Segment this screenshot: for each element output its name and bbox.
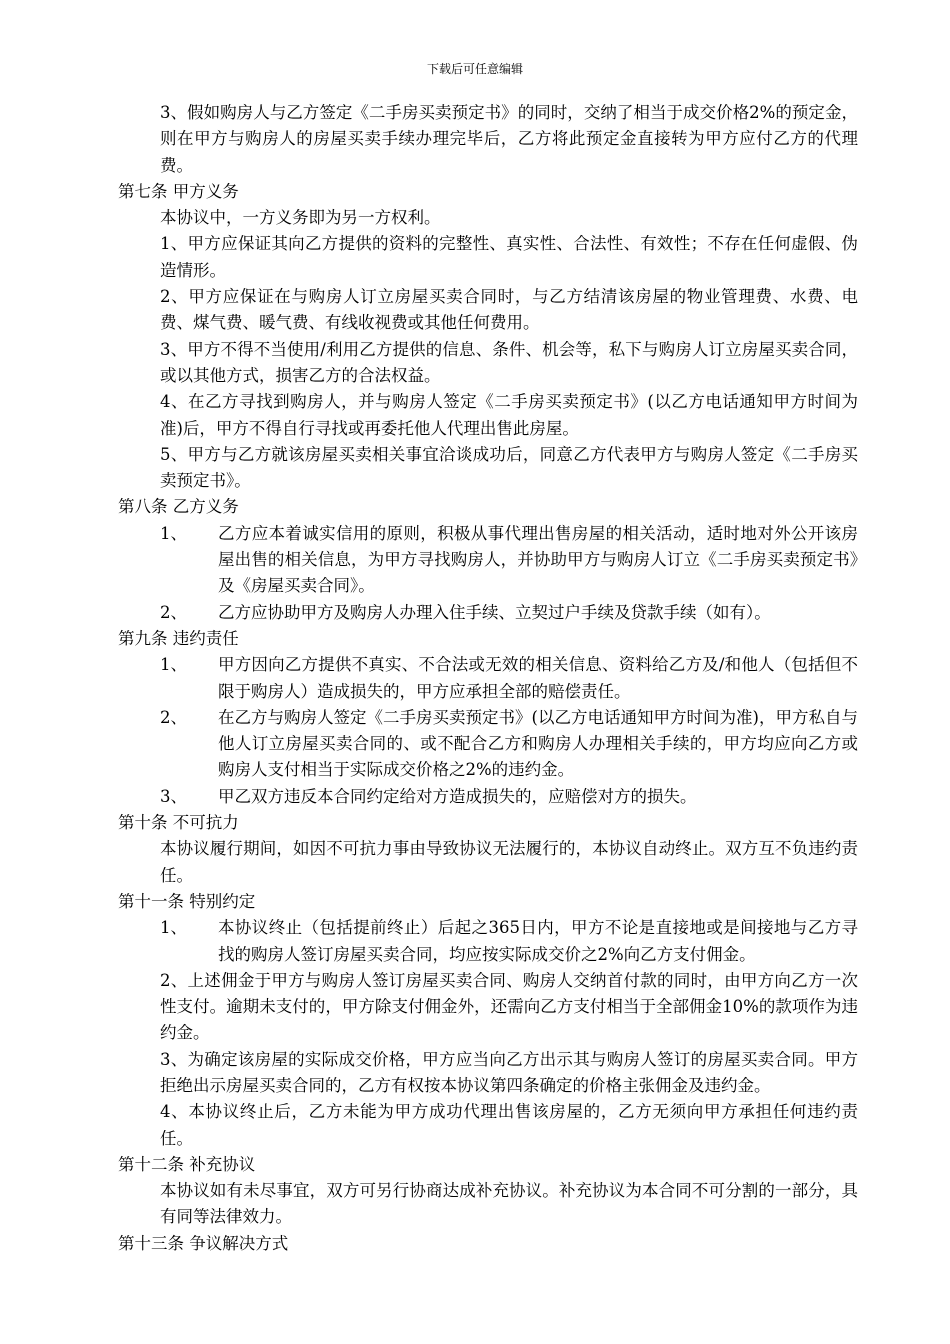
paragraph: 1、甲方应保证其向乙方提供的资料的完整性、真实性、合法性、有效性；不存在任何虚假、伪造情形。 xyxy=(160,234,858,280)
clause-text: 乙方应本着诚实信用的原则，积极从事代理出售房屋的相关活动，适时地对外公开该房屋出售的相关信息，为甲方寻找购房人，并协助甲方与购房人订立《二手房买卖预定书》及《房屋买卖合同》。 xyxy=(218,523,858,596)
paragraph: 2、甲方应保证在与购房人订立房屋买卖合同时，与乙方结清该房屋的物业管理费、水费、电费、煤气费、暖气费、有线收视费或其他任何费用。 xyxy=(160,287,858,333)
paragraph: 3、甲方不得不当使用/利用乙方提供的信息、条件、机会等，私下与购房人订立房屋买卖合同，或以其他方式，损害乙方的合法权益。 xyxy=(160,339,858,385)
paragraph: 5、甲方与乙方就该房屋买卖相关事宜洽谈成功后，同意乙方代表甲方与购房人签定《二手房买卖预定书》。 xyxy=(160,444,858,491)
clause-text: 甲方因向乙方提供不真实、不合法或无效的相关信息、资料给乙方及/和他人（包括但不限于购房人）造成损失的，甲方应承担全部的赔偿责任。 xyxy=(218,655,858,701)
clause-number: 1、 xyxy=(160,523,187,543)
clause-text: 甲乙双方违反本合同约定给对方造成损失的，应赔偿对方的损失。 xyxy=(218,786,697,806)
section-heading: 第十条 不可抗力 xyxy=(118,813,239,833)
section-heading: 第七条 甲方义务 xyxy=(118,181,239,201)
section-heading: 第十二条 补充协议 xyxy=(118,1154,256,1174)
clause-number: 2、 xyxy=(160,602,187,622)
clause-text: 本协议终止（包括提前终止）后起之365日内，甲方不论是直接地或是间接地与乙方寻找的购房人签订房屋买卖合同，均应按实际成交价之2%向乙方支付佣金。 xyxy=(218,918,858,964)
clause-number: 3、 xyxy=(160,786,187,806)
paragraph: 4、本协议终止后，乙方未能为甲方成功代理出售该房屋的，乙方无须向甲方承担任何违约责任。 xyxy=(160,1102,858,1148)
clause-number: 1、 xyxy=(160,655,187,675)
clause-number: 1、 xyxy=(160,918,187,938)
contract-body xyxy=(118,100,858,1257)
numbered-clause xyxy=(118,652,858,705)
paragraph: 本协议履行期间，如因不可抗力事由导致协议无法履行的，本协议自动终止。双方互不负违约责任。 xyxy=(160,839,858,885)
clause-text: 乙方应协助甲方及购房人办理入住手续、立契过户手续及贷款手续（如有）。 xyxy=(218,602,771,622)
section-heading: 第十三条 争议解决方式 xyxy=(118,1233,289,1253)
clause-number: 2、 xyxy=(160,707,187,727)
section-heading: 第九条 违约责任 xyxy=(118,628,239,648)
paragraph: 3、假如购房人与乙方签定《二手房买卖预定书》的同时，交纳了相当于成交价格2%的预定金，则在甲方与购房人的房屋买卖手续办理完毕后，乙方将此预定金直接转为甲方应付乙方的代理费。 xyxy=(160,103,858,175)
paragraph: 本协议如有未尽事宜，双方可另行协商达成补充协议。补充协议为本合同不可分割的一部分，具有同等法律效力。 xyxy=(160,1181,858,1227)
section-heading: 第十一条 特别约定 xyxy=(118,891,256,911)
numbered-clause xyxy=(118,915,858,968)
clause-text: 在乙方与购房人签定《二手房买卖预定书》(以乙方电话通知甲方时间为准)，甲方私自与他人订立房屋买卖合同的、或不配合乙方和购房人办理相关手续的，甲方均应向乙方或购房人支付相当于实际成交价格之2%的违约金。 xyxy=(218,707,858,780)
paragraph: 本协议中，一方义务即为另一方权利。 xyxy=(160,208,441,228)
numbered-clause xyxy=(118,784,858,810)
paragraph: 2、上述佣金于甲方与购房人签订房屋买卖合同、购房人交纳首付款的同时，由甲方向乙方一次性支付。逾期未支付的，甲方除支付佣金外，还需向乙方支付相当于全部佣金10%的款项作为违约金。 xyxy=(160,970,858,1043)
paragraph: 3、为确定该房屋的实际成交价格，甲方应当向乙方出示其与购房人签订的房屋买卖合同。甲方拒绝出示房屋买卖合同的，乙方有权按本协议第四条确定的价格主张佣金及违约金。 xyxy=(160,1049,858,1095)
numbered-clause xyxy=(118,705,858,784)
paragraph: 4、在乙方寻找到购房人，并与购房人签定《二手房买卖预定书》(以乙方电话通知甲方时间为准)后，甲方不得自行寻找或再委托他人代理出售此房屋。 xyxy=(160,392,858,438)
page-header: 下载后可任意编辑 xyxy=(426,62,523,76)
section-heading: 第八条 乙方义务 xyxy=(118,497,239,517)
numbered-clause xyxy=(118,521,858,600)
numbered-clause xyxy=(118,600,858,626)
